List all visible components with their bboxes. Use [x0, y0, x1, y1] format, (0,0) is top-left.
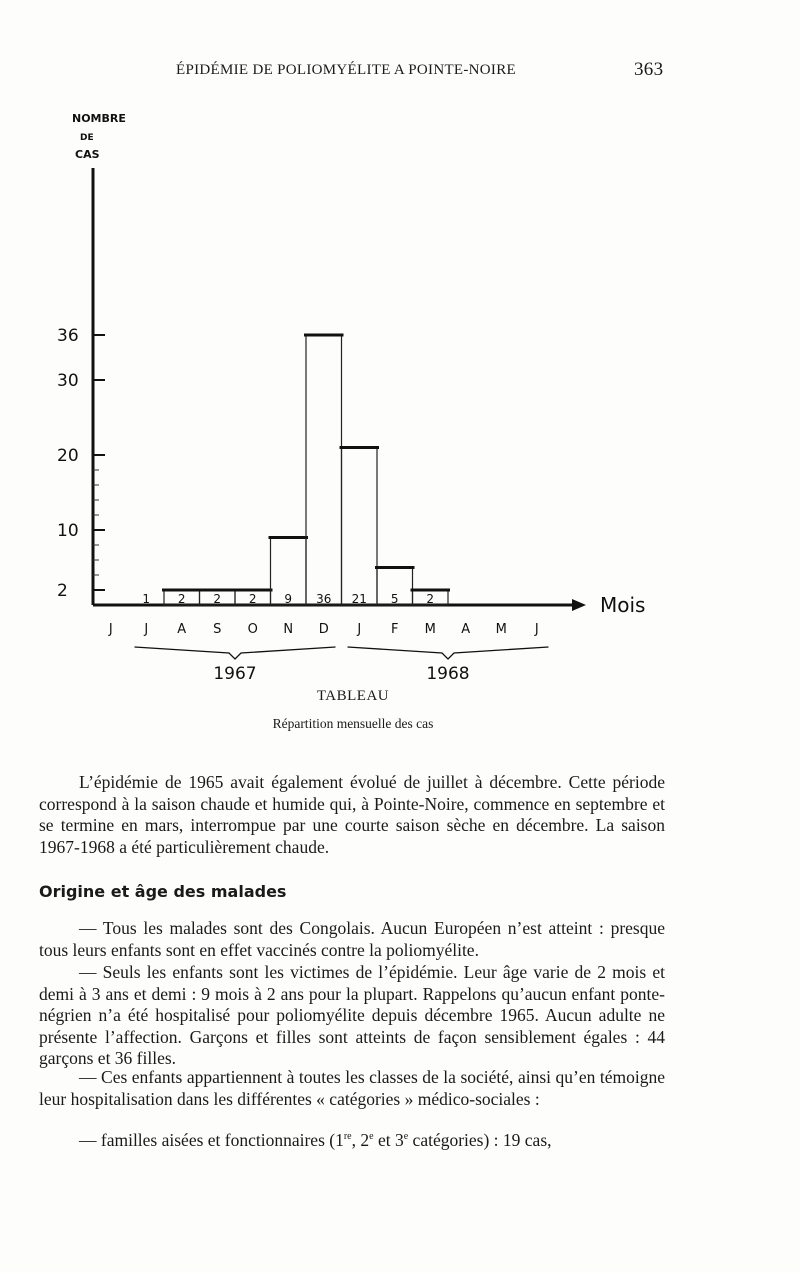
paragraph: — Tous les malades sont des Congolais. Aucun Européen n’est atteint : presque tous leurs enfants sont en effet vaccinés contre la poliomyélite. — [39, 918, 665, 960]
bar — [342, 448, 378, 606]
x-tick-label: D — [318, 622, 329, 637]
x-tick-label: O — [247, 622, 258, 637]
x-tick-label: J — [108, 622, 113, 637]
bar-label: 5 — [390, 592, 399, 606]
x-tick-label: M — [424, 622, 436, 637]
x-tick-label: J — [534, 622, 539, 637]
chart-title: TABLEAU — [316, 688, 390, 704]
y-tick-label: 2 — [57, 581, 68, 601]
paragraph — [39, 1130, 665, 1152]
superscript: re — [343, 1131, 352, 1143]
x-tick-label: A — [461, 622, 471, 637]
x-axis-arrowhead — [572, 599, 586, 611]
page-number: 363 — [634, 59, 664, 80]
x-tick-label: J — [144, 622, 149, 637]
paragraph: L’épidémie de 1965 avait également évolué de juillet à décembre. Cette période correspond à la saison chaude et humide qui, à Pointe-Noire, commence en septembre et se termine en mars, interrompue par une courte saison sèche en décembre. La saison 1967-1968 a été particulièrement chaude. — [39, 772, 665, 857]
x-tick-label: A — [177, 622, 187, 637]
year-label: 1968 — [426, 664, 470, 684]
y-tick-label: 30 — [57, 371, 79, 391]
monthly-cases-chart — [0, 100, 700, 690]
y-axis-label-line: NOMBRE — [72, 112, 126, 125]
bar — [306, 335, 342, 605]
y-tick-label: 20 — [57, 446, 79, 466]
y-axis-label — [72, 112, 126, 161]
bar-label: 21 — [351, 592, 367, 606]
y-axis-label-line: CAS — [75, 148, 100, 161]
x-tick-label: M — [495, 622, 507, 637]
x-axis-label: Mois — [600, 593, 646, 617]
y-axis-label-line: DE — [80, 133, 94, 143]
chart-subtitle: Répartition mensuelle des cas — [272, 716, 434, 731]
bar-label: 2 — [248, 592, 257, 606]
y-tick-label: 10 — [57, 521, 79, 541]
paragraph: — Ces enfants appartiennent à toutes les classes de la société, ainsi qu’en témoigne leur hospitalisation dans les différentes « catégories » médico-sociales : — [39, 1067, 665, 1109]
year-groups — [135, 647, 549, 684]
x-tick-label: S — [213, 622, 222, 637]
bar-label: 2 — [177, 592, 186, 606]
text-run: — familles aisées et fonctionnaires (1 — [79, 1130, 344, 1150]
superscript: e — [403, 1131, 409, 1143]
paragraph: — Seuls les enfants sont les victimes de l’épidémie. Leur âge varie de 2 mois et demi à 3 ans et demi : 9 mois à 2 ans pour la plupart. Rappelons qu’aucun enfant ponte-négrien n’a été hospitalisé pour poliomyélite depuis décembre 1965. Aucun adulte ne présente l’affection. Garçons et filles sont atteints de façon sensiblement égales : 44 garçons et 36 filles. — [39, 962, 665, 1068]
year-brace — [348, 647, 549, 659]
bars — [162, 335, 450, 605]
bar-label: 2 — [213, 592, 222, 606]
text-run: catégories) : 19 cas, — [408, 1130, 552, 1150]
bar-label: 36 — [316, 592, 332, 606]
running-head-title: ÉPIDÉMIE DE POLIOMYÉLITE A POINTE-NOIRE — [176, 62, 516, 78]
y-ticks — [57, 326, 105, 601]
x-tick-label: J — [357, 622, 362, 637]
x-tick-label: F — [391, 622, 399, 637]
text-run: , 2 — [351, 1130, 370, 1150]
year-brace — [135, 647, 336, 659]
text-run: et 3 — [373, 1130, 404, 1150]
y-tick-label: 36 — [57, 326, 79, 346]
superscript: e — [369, 1131, 374, 1143]
x-tick-label: N — [283, 622, 294, 637]
x-tick-labels — [108, 622, 539, 637]
bar-label: 2 — [426, 592, 435, 606]
section-heading: Origine et âge des malades — [39, 882, 287, 901]
year-label: 1967 — [213, 664, 257, 684]
bar-label: 1 — [142, 592, 151, 606]
bar-label: 9 — [284, 592, 293, 606]
